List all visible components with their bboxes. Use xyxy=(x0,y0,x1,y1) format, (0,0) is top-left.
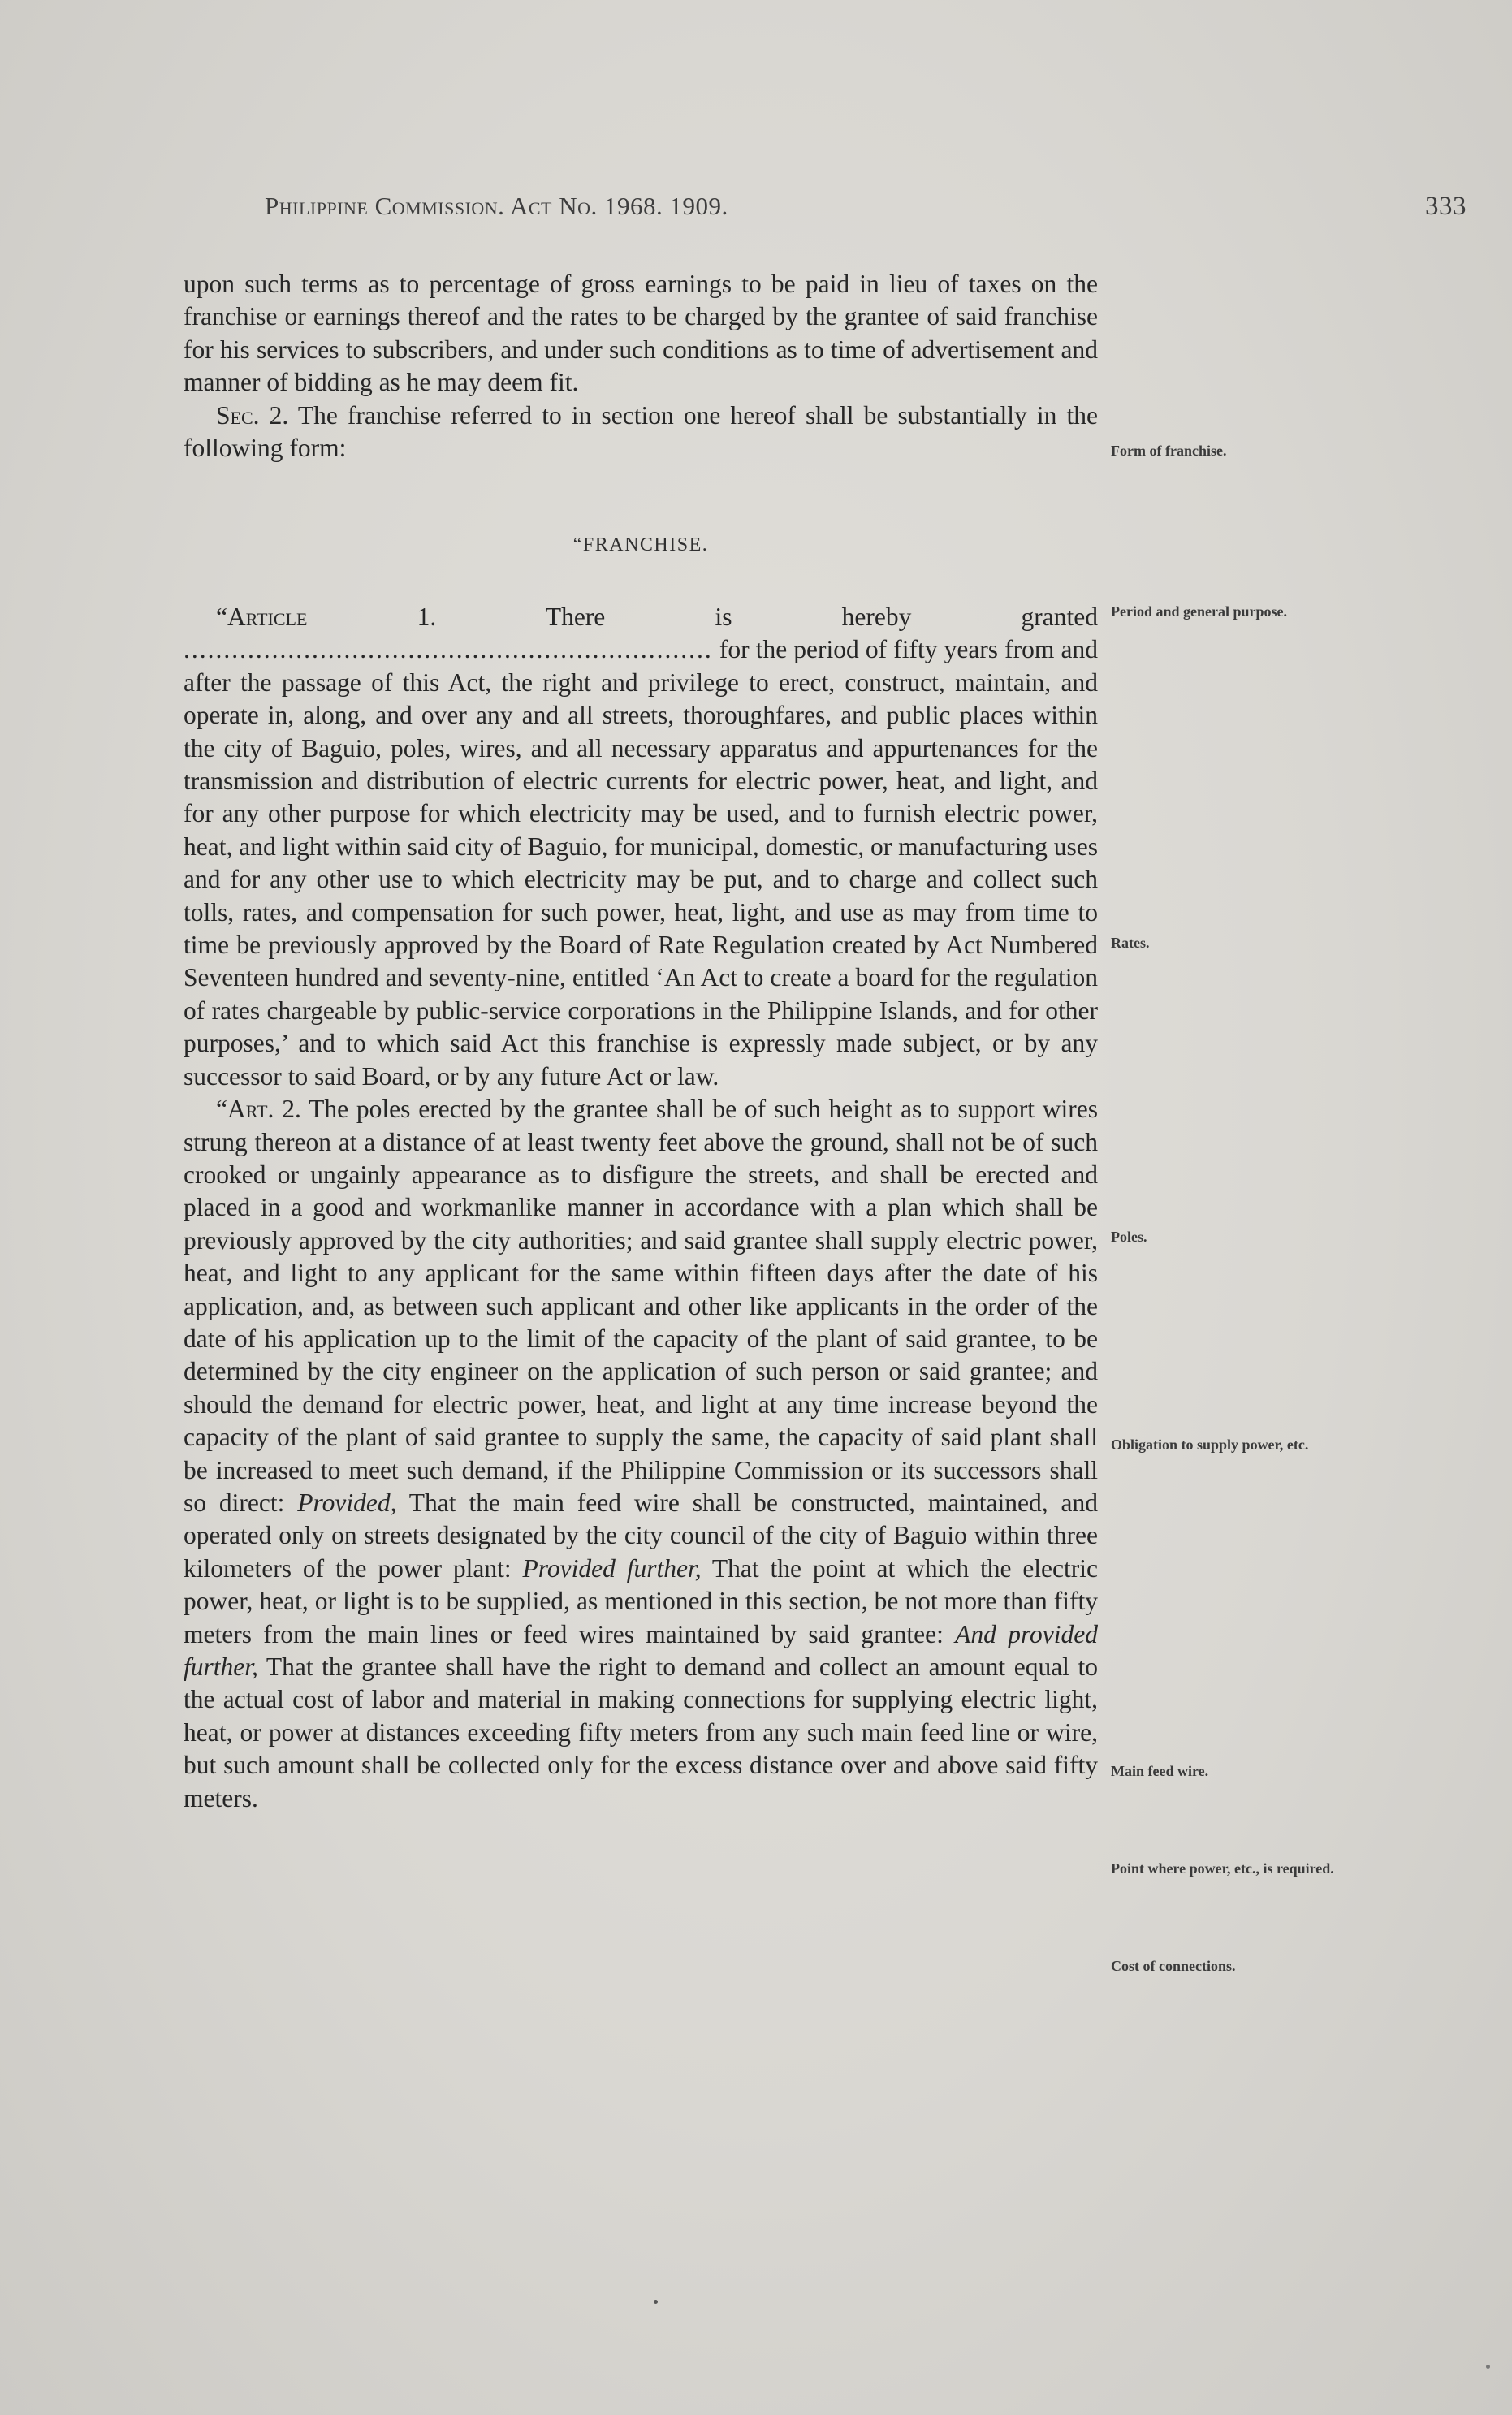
scan-speck xyxy=(654,2300,658,2304)
article-2-text-c: That the point at which the electric power, heat, or light is to be supplied, as mentioned in this section, be not more than fifty meters from the main lines or feed wires maintained by said grantee: xyxy=(184,1553,1098,1648)
body-text-articles xyxy=(184,601,1098,1815)
body-text-top xyxy=(184,268,1098,464)
article-1-text: for the period of fifty years from and after the passage of this Act, the right and privilege to erect, construct, maintain, and operate in, along, and over any and all streets, thoroughfares, and public places within the city of Baguio, poles, wires, and all necessary apparatus and appurtenances for the transmission and distribution of electric currents for electric power, heat, and light, and for any other purpose for which electricity may be used, and to furnish electric power, heat, and light within said city of Baguio, for municipal, domestic, or manufacturing uses and for any other use to which electricity may be put, and to charge and collect such tolls, rates, and compensation for such power, heat, light, and use as may from time to time be previously approved by the Board of Rate Regulation created by Act Numbered Seventeen hundred and seventy-nine, entitled ‘An Act to create a board for the regulation of rates chargeable by public-service corporations in the Philippine Islands, and for other purposes,’ and to which said Act this franchise is expressly made subject, or by any successor to said Board, or by any future Act or law. xyxy=(184,635,1098,1091)
proviso-3: And provided further, xyxy=(184,1619,1098,1681)
proviso-2: Provided further, xyxy=(522,1553,702,1583)
proviso-1: Provided, xyxy=(297,1488,397,1517)
scan-speck xyxy=(1486,2365,1490,2369)
margin-note-obligation: Obligation to supply power, etc. xyxy=(1111,1436,1309,1453)
article-2-text-d: That the grantee shall have the right to demand and collect an amount equal to the actual cost of labor and material in making connections for supplying electric light, heat, or power at distances exceeding fifty meters from any such main feed line or wire, but such amount shall be collected only for the excess distance over and above said fifty meters. xyxy=(184,1652,1098,1812)
margin-note-cost-of-connections: Cost of connections. xyxy=(1111,1958,1236,1974)
margin-note-main-feed-wire: Main feed wire. xyxy=(1111,1763,1209,1779)
franchise-heading: “FRANCHISE. xyxy=(572,534,709,555)
section-2-label: Sec. 2. xyxy=(216,400,289,430)
margin-note-period: Period and general purpose. xyxy=(1111,603,1288,620)
article-1-label: “Article 1. xyxy=(216,603,437,631)
article-1-lead: There is hereby granted xyxy=(436,603,1098,631)
article-2-text-a: The poles erected by the grantee shall be of such height as to support wires strung thereon at a distance of at least twenty feet above the ground, shall not be of such crooked or ungainly appearance as to disfigure the streets, and shall be erected and placed in a good and workmanlike manner in accordance with a plan which shall be previously approved by the city authorities; and said grantee shall supply electric power, heat, and light to any applicant for the same within fifteen days after the date of his application, and, as between such applicant and other like applicants in the order of the date of his application up to the limit of the capacity of the plant of said grantee, to be determined by the city engineer on the application of such person or said grantee; and should the demand for electric power, heat, and light at any time increase beyond the capacity of the plant of said grantee to supply the same, the capacity of said plant shall be increased to meet such demand, if the Philippine Commission or its successors shall so direct: xyxy=(184,1095,1098,1517)
article-2-paragraph xyxy=(184,1093,1098,1815)
margin-note-poles: Poles. xyxy=(1111,1229,1147,1245)
margin-note-form-of-franchise: Form of franchise. xyxy=(1111,443,1227,459)
running-head xyxy=(265,192,1467,227)
section-2-text: The franchise referred to in section one hereof shall be substantially in the following form: xyxy=(184,400,1098,463)
intro-paragraph: upon such terms as to percentage of gross earnings to be paid in lieu of taxes on the franchise or earnings thereof and the rates to be charged by the grantee of said franchise for his services to subscribers, and under such conditions as to time of advertisement and manner of bidding as he may deem fit. xyxy=(184,270,1098,397)
article-1-paragraph xyxy=(184,601,1098,1093)
running-head-title: Philippine Commission. Act No. 1968. 1909. xyxy=(265,192,728,220)
section-2-paragraph xyxy=(184,400,1098,465)
article-2-label: “Art. 2. xyxy=(216,1095,301,1124)
page-number: 333 xyxy=(1425,192,1467,221)
article-2-text-b: That the main feed wire shall be constructed, maintained, and operated only on streets designated by the city council of the city of Baguio within three kilometers of the power plant: xyxy=(184,1488,1098,1583)
article-1-blank-dots: .................................................................. xyxy=(184,635,713,664)
margin-note-rates: Rates. xyxy=(1111,935,1150,951)
margin-note-point-required: Point where power, etc., is required. xyxy=(1111,1860,1334,1877)
